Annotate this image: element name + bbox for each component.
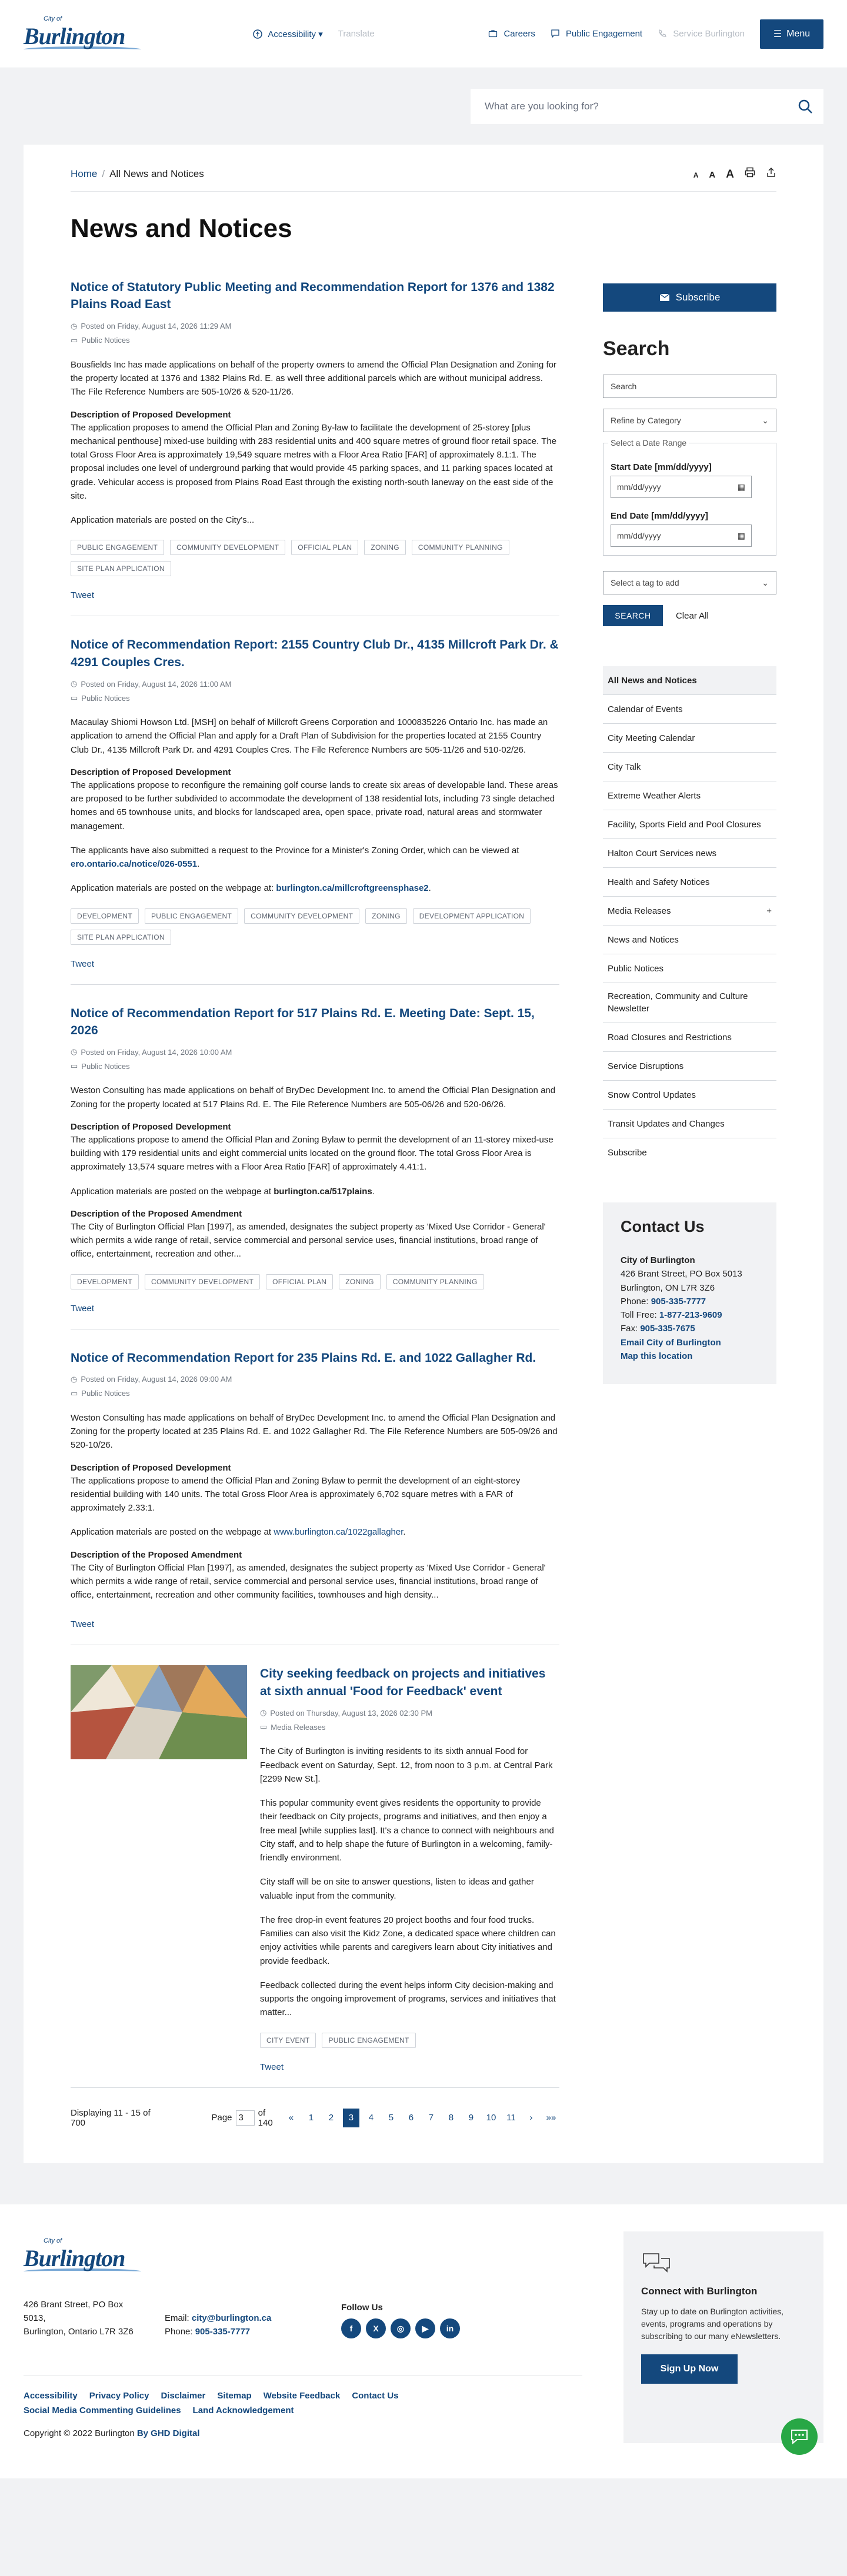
category-item[interactable]: City Talk (603, 753, 776, 781)
tag[interactable]: ZONING (364, 540, 405, 555)
feature-paragraph: Feedback collected during the event helps inform City decision-making and supports the ongoing improvement of programs, services and initiatives that matter... (260, 1980, 556, 2018)
follow-us-heading: Follow Us (341, 2303, 383, 2313)
news-item-outro: Application materials are posted on the City's... (71, 515, 255, 526)
search-button[interactable]: SEARCH (603, 605, 663, 626)
tag-select[interactable] (603, 571, 776, 594)
category-item-media-releases[interactable] (603, 897, 776, 926)
materials-link[interactable]: burlington.ca/millcroftgreensphase2 (276, 883, 429, 894)
feature-paragraph: City staff will be on site to answer questions, listen to ideas and gather valuable input from the community. (260, 1877, 534, 1901)
ghd-digital-link[interactable]: By GHD Digital (136, 2428, 200, 2439)
category-label: Public Notices (81, 1061, 130, 1071)
menu-button[interactable] (760, 19, 823, 49)
page-container (24, 145, 823, 2163)
news-item-outro: Application materials are posted on the webpage at burlington.ca/517plains. (71, 1186, 375, 1197)
site-footer (0, 2204, 847, 2478)
featured-news-item (71, 1665, 559, 2087)
public-engagement-label: Public Engagement (566, 29, 643, 39)
folder-icon: ▭ (71, 335, 78, 345)
amend-text: The City of Burlington Official Plan [1997], as amended, designates the subject property as 'Mixed Use Corridor - General' which permits a wide range of retail, service commercial and personal service uses, financial institutions, broad range of office, entertainment, recreation and other community facilities, townhouses and high density... (71, 1562, 546, 1601)
clock-icon: ◷ (71, 679, 78, 689)
tag-list (71, 540, 559, 576)
page-4[interactable]: 4 (368, 2113, 374, 2123)
page-2[interactable]: 2 (328, 2113, 334, 2123)
category-select[interactable] (603, 409, 776, 432)
folder-icon: ▭ (71, 1061, 78, 1071)
news-item (71, 279, 559, 616)
end-date-label: End Date [mm/dd/yyyy] (610, 511, 708, 521)
feature-photo-collage[interactable] (71, 1665, 247, 1759)
feature-paragraph: The City of Burlington is inviting residents to its sixth annual Food for Feedback event on Saturday, Sept. 12, from noon to 3 p.m. at Central Park [2299 New St.]. (260, 1746, 553, 1784)
footer-link[interactable]: Sitemap (217, 2391, 252, 2401)
search-heading: Search (602, 338, 670, 360)
desc-text: The application proposes to amend the Official Plan and Zoning By-law to facilitate the development of 25-storey [plus mechanical penthouse] mixed-use building with 283 residential units and 400 square metres of ground floor retail space. The total Gross Floor Area is approximately 19,549 square metres with a Floor Area Ratio [FAR] of approximately 8.1:1. The proposal includes one level of underground parking that would provide 45 parking spaces, and 11 parking spaces located at grade. Vehicular access is proposed from Plains Road East through the existing north-south laneway on the east side of the site. (71, 422, 557, 501)
footer-address-1: 426 Brant Street, PO Box 5013, (24, 2299, 124, 2323)
category-item[interactable]: City Meeting Calendar (603, 724, 776, 753)
sidebar (603, 279, 776, 2128)
page-6[interactable]: 6 (408, 2113, 414, 2123)
news-item-category (260, 1722, 559, 1732)
category-item[interactable]: Road Closures and Restrictions (603, 1023, 776, 1052)
footer-logo[interactable] (24, 2237, 147, 2274)
accessibility-label: Accessibility (268, 29, 316, 39)
news-item-posted (71, 1375, 559, 1384)
footer-link[interactable]: Social Media Commenting Guidelines (24, 2405, 181, 2416)
chat-button[interactable] (781, 2418, 818, 2455)
folder-icon: ▭ (260, 1722, 268, 1732)
contact-box (603, 1202, 776, 1384)
header-utility-nav (253, 29, 375, 39)
next-page-button[interactable]: › (529, 2113, 533, 2123)
category-nav (603, 666, 776, 1167)
tag[interactable]: PUBLIC ENGAGEMENT (322, 2033, 415, 2048)
service-burlington-link[interactable] (658, 29, 745, 39)
category-item[interactable]: News and Notices (603, 926, 776, 954)
tweet-link[interactable]: Tweet (71, 1619, 95, 1630)
phone-label: Phone: (620, 1296, 649, 1307)
page-title: News and Notices (71, 214, 292, 243)
outro-text: Application materials are posted on the webpage at (71, 1527, 272, 1538)
tag[interactable]: COMMUNITY DEVELOPMENT (244, 908, 359, 924)
phone-link[interactable]: 905-335-7777 (651, 1296, 706, 1307)
tag[interactable]: DEVELOPMENT APPLICATION (413, 908, 531, 924)
connect-heading: Connect with Burlington (641, 2285, 758, 2297)
content-layout (71, 279, 776, 2128)
footer-address-2: Burlington, Ontario L7R 3Z6 (24, 2327, 134, 2337)
fax-link[interactable]: 905-335-7675 (640, 1324, 695, 1334)
news-item-outro: Application materials are posted on the webpage at: burlington.ca/millcroftgreensphase2. (71, 883, 431, 894)
feature-paragraph: This popular community event gives residents the opportunity to provide their feedback on City projects, programs and initiatives, and then enjoy a free meal [while supplies last]. It's a chance to connect with neighbours and City staff, and to help shape the future of Burlington in a welcoming, family-friendly environment. (260, 1798, 554, 1863)
careers-label: Careers (503, 29, 535, 39)
desc-heading: Description of Proposed Development (71, 1462, 231, 1473)
category-item-all-news[interactable]: All News and Notices (603, 666, 776, 695)
category-label: Media Releases (271, 1722, 326, 1732)
breadcrumb-home[interactable]: Home (71, 168, 98, 179)
posted-date: Posted on Thursday, August 13, 2026 02:30 PM (270, 1708, 432, 1718)
page-7[interactable]: 7 (428, 2113, 434, 2123)
contact-fax (621, 1322, 759, 1335)
desc-text: The applications propose to amend the Official Plan and Zoning Bylaw to permit the development of an 11-storey mixed-use building with 179 residential units and eight commercial units located on the ground floor. The total Gross Floor Area is approximately 13,574 square metres with a Floor Area Ratio [FAR] of approximately 4.41:1. (71, 1134, 553, 1172)
linkedin-icon[interactable]: in (440, 2318, 460, 2338)
desc-heading: Description of Proposed Development (71, 409, 231, 420)
hamburger-icon: ☰ (773, 29, 782, 39)
news-item-outro: Application materials are posted on the webpage at www.burlington.ca/1022gallagher. (71, 1527, 406, 1538)
tag[interactable]: CITY EVENT (260, 2033, 316, 2048)
search-band (0, 68, 847, 145)
feature-body (260, 1665, 559, 2072)
footer-phone-link[interactable]: 905-335-7777 (195, 2327, 251, 2337)
tag[interactable]: COMMUNITY DEVELOPMENT (145, 1274, 260, 1289)
outro-text: Application materials are posted on the webpage at (71, 1186, 272, 1197)
news-item-category (71, 693, 559, 703)
date-range-legend: Select a Date Range (608, 438, 689, 447)
tweet-link[interactable]: Tweet (260, 2062, 284, 2072)
page-5[interactable]: 5 (388, 2113, 394, 2123)
text-size-large[interactable]: A (726, 168, 734, 181)
accessibility-icon (253, 29, 262, 39)
category-item[interactable]: Recreation, Community and Culture Newsletter (603, 983, 776, 1023)
category-item[interactable]: Public Notices (603, 954, 776, 983)
site-logo[interactable] (24, 15, 147, 52)
tag[interactable]: SITE PLAN APPLICATION (71, 561, 171, 576)
amend-heading: Description of the Proposed Amendment (71, 1208, 242, 1219)
envelope-icon (659, 293, 670, 302)
feature-paragraph: The free drop-in event features 20 project booths and four food trucks. Families can also visit the Kidz Zone, a dedicated space where children can enjoy activities while parents and caregivers learn about City initiatives and provide feedback. (260, 1915, 556, 1966)
start-date-label: Start Date [mm/dd/yyyy] (610, 462, 712, 472)
logo-city-of: City of (44, 15, 62, 22)
site-header (0, 0, 847, 68)
footer-link[interactable]: Website Feedback (263, 2391, 341, 2401)
category-select-value: Refine by Category (610, 416, 681, 425)
phone-icon (658, 29, 667, 38)
category-label: Public Notices (81, 693, 130, 703)
page-9[interactable]: 9 (468, 2113, 474, 2123)
footer-link[interactable]: Accessibility (24, 2391, 78, 2401)
footer-contact-row (24, 2298, 606, 2339)
page-10[interactable]: 10 (486, 2113, 496, 2123)
materials-link[interactable]: burlington.ca/517plains (274, 1186, 372, 1197)
results-count: Displaying 11 - 15 of 700 (71, 2107, 151, 2128)
page-3-current[interactable]: 3 (343, 2109, 359, 2127)
contact-heading: Contact Us (620, 1218, 705, 1235)
news-item-category (71, 1389, 559, 1398)
tag-list (71, 1274, 559, 1289)
chevron-down-icon: ⌄ (762, 577, 769, 587)
start-date-input[interactable] (611, 476, 752, 498)
start-date-placeholder: mm/dd/yyyy (616, 482, 661, 492)
category-item[interactable]: Subscribe (607, 1148, 647, 1158)
news-item-category (71, 1061, 559, 1071)
contact-org: City of Burlington (620, 1255, 695, 1265)
contact-phone (621, 1295, 759, 1308)
calendar-icon[interactable]: ▦ (737, 530, 745, 540)
sign-up-button[interactable]: Sign Up Now (641, 2354, 738, 2384)
category-item[interactable]: Transit Updates and Changes (603, 1110, 776, 1138)
footer-top (24, 2237, 823, 2443)
copyright (24, 2428, 582, 2438)
news-item (71, 1349, 559, 1646)
category-item[interactable]: Facility, Sports Field and Pool Closures (603, 810, 776, 839)
subscribe-label: Subscribe (675, 292, 721, 303)
collage-image (71, 1665, 247, 1759)
fax-label: Fax: (620, 1324, 638, 1334)
news-item-intro: Bousfields Inc has made applications on behalf of the property owners to amend the Official Plan Designation and Zoning for the property located at 1376 and 1382 Plains Rd. E. as well three additional parcels which are without municipal address. The File Reference Numbers are 505-10/26 & 520-11/26. (71, 359, 557, 397)
breadcrumb-separator: / (102, 168, 105, 179)
chat-icon (790, 2428, 809, 2445)
news-item-extra: The applicants have also submitted a request to the Province for a Minister's Zoning Order, which can be viewed at ero.ontario.ca/notice/026-0551. (71, 845, 519, 870)
tag[interactable]: ZONING (339, 1274, 380, 1289)
accessibility-menu[interactable]: Accessibility ▾ (253, 29, 323, 39)
footer-phone-label: Phone: (165, 2327, 193, 2337)
materials-link[interactable]: www.burlington.ca/1022gallagher (274, 1527, 404, 1538)
news-item-posted (71, 1047, 559, 1057)
footer-address (24, 2298, 141, 2339)
news-item-title[interactable]: City seeking feedback on projects and initiatives at sixth annual 'Food for Feedback' event (260, 1667, 546, 1698)
search-icon[interactable] (798, 99, 813, 114)
page-8[interactable]: 8 (448, 2113, 454, 2123)
last-page-button[interactable]: »» (546, 2113, 556, 2123)
footer-link[interactable]: Disclaimer (161, 2391, 206, 2401)
news-item-posted (71, 679, 559, 689)
page-label: Page (211, 2113, 232, 2123)
site-search-placeholder: What are you looking for? (485, 101, 599, 112)
clock-icon: ◷ (71, 1047, 78, 1057)
page-1[interactable]: 1 (308, 2113, 314, 2123)
tweet-link[interactable]: Tweet (71, 1303, 95, 1314)
clear-all-button[interactable]: Clear All (675, 610, 709, 621)
clock-icon: ◷ (71, 321, 78, 330)
logo-name: Burlington (24, 2244, 125, 2271)
follow-us (341, 2303, 460, 2338)
desc-heading: Description of Proposed Development (71, 1121, 231, 1132)
news-search-input[interactable] (603, 375, 776, 398)
footer-links (24, 2375, 582, 2438)
news-item (71, 636, 559, 984)
breadcrumb (71, 168, 204, 180)
news-item-category (71, 336, 559, 345)
tag[interactable]: PUBLIC ENGAGEMENT (71, 540, 164, 555)
category-item[interactable]: Service Disruptions (603, 1052, 776, 1081)
footer-email-label: Email: (165, 2313, 189, 2323)
breadcrumb-current: All News and Notices (109, 168, 204, 179)
tag[interactable]: OFFICIAL PLAN (291, 540, 358, 555)
ero-link[interactable]: ero.ontario.ca/notice/026-0551 (71, 859, 198, 870)
news-item-posted (71, 322, 559, 331)
tweet-link[interactable]: Tweet (71, 958, 95, 969)
footer-email-phone (165, 2311, 318, 2339)
page-11[interactable]: 11 (506, 2113, 516, 2123)
tag[interactable]: COMMUNITY DEVELOPMENT (170, 540, 285, 555)
news-item-intro: Weston Consulting has made applications on behalf of BryDec Development Inc. to amend the Official Plan Designation and Zoning for the property located at 517 Plains Rd. E. The File Reference Numbers are 505-06/26 and 520-06/26. (71, 1085, 556, 1110)
speech-bubbles-icon (641, 2251, 672, 2275)
contact-address-2: Burlington, ON L7R 3Z6 (620, 1282, 715, 1293)
footer-email-link[interactable]: city@burlington.ca (191, 2313, 272, 2323)
page-total: of 140 (258, 2107, 273, 2128)
outro-text: Application materials are posted on the webpage at: (71, 883, 274, 894)
footer-link[interactable]: Land Acknowledgement (192, 2405, 294, 2416)
tag[interactable]: SITE PLAN APPLICATION (71, 930, 171, 945)
careers-link[interactable] (488, 29, 535, 39)
contact-tollfree (621, 1308, 759, 1322)
share-icon[interactable] (766, 167, 776, 178)
map-location-link[interactable]: Map this location (620, 1351, 693, 1361)
news-item-intro: Macaulay Shiomi Howson Ltd. [MSH] on behalf of Millcroft Greens Corporation and 1000835226 Ontario Inc. has made an application to amend the Official Plan and apply for a Draft Plan of Subdivision for the properties located at 2155 Country Club Dr., 4135 Millcroft Park Dr. and 4291 Couples Cres. The File Reference Numbers are 505-11/26 and 510-02/26. (71, 717, 548, 755)
folder-icon: ▭ (71, 1388, 78, 1398)
category-item[interactable]: Halton Court Services news (603, 839, 776, 868)
tag[interactable]: PUBLIC ENGAGEMENT (145, 908, 238, 924)
desc-text: The applications propose to amend the Official Plan and Zoning Bylaw to permit the development of an eight-storey residential building with 140 units. The total Gross Floor Area is approximately 6,702 square metres with a FAR of approximately 2.33:1. (71, 1475, 521, 1513)
logo-name: Burlington (24, 23, 125, 49)
posted-date: Posted on Friday, August 14, 2026 11:00 AM (81, 679, 232, 689)
folder-icon: ▭ (71, 693, 78, 703)
desc-heading: Description of Proposed Development (71, 767, 231, 777)
end-date-input[interactable] (611, 524, 752, 547)
public-engagement-link[interactable] (551, 29, 642, 39)
news-item (71, 1005, 559, 1329)
tag-select-value: Select a tag to add (610, 578, 679, 587)
news-search-placeholder: Search (610, 382, 637, 391)
tag[interactable]: ZONING (365, 908, 406, 924)
search-actions (603, 605, 776, 626)
news-item-intro: Weston Consulting has made applications on behalf of BryDec Development Inc. to amend the Official Plan Designation and Zoning for the property located at 235 Plains Rd. E. and 1022 Gallagher Rd. The File Reference Numbers are 505-09/26 and 520-10/26. (71, 1412, 558, 1451)
x-twitter-icon[interactable]: X (366, 2318, 386, 2338)
calendar-icon[interactable]: ▦ (737, 482, 745, 492)
news-item-title[interactable]: Notice of Recommendation Report: 2155 Country Club Dr., 4135 Millcroft Park Dr. & 4291 Couples Cres. (71, 638, 559, 669)
text-size-small[interactable]: A (693, 171, 699, 179)
tag[interactable]: DEVELOPMENT (71, 1274, 139, 1289)
tag[interactable]: DEVELOPMENT (71, 908, 139, 924)
desc-text: The applications propose to reconfigure the remaining golf course lands to create six areas of developable land. These areas are proposed to be further subdivided to accommodate the development of 138 residential lots, including 73 single detached homes and 65 townhouse units, and blocks for landscaped area, open space, private road, natural areas and stormwater management. (71, 780, 558, 831)
clock-icon: ◷ (71, 1374, 78, 1384)
posted-date: Posted on Friday, August 14, 2026 09:00 AM (81, 1375, 232, 1384)
instagram-icon[interactable]: ◎ (391, 2318, 411, 2338)
category-label: Public Notices (81, 336, 130, 345)
pagination (71, 2108, 559, 2128)
logo-city-of: City of (44, 2237, 62, 2244)
tag[interactable]: OFFICIAL PLAN (266, 1274, 333, 1289)
header-right-nav (488, 19, 823, 49)
chat-icon (551, 29, 560, 38)
contact-address-1: 426 Brant Street, PO Box 5013 (620, 1269, 742, 1279)
subscribe-button[interactable] (603, 283, 776, 312)
extra-text: The applicants have also submitted a request to the Province for a Minister's Zoning Order, which can be viewed at (71, 845, 519, 856)
service-burlington-label: Service Burlington (673, 29, 745, 39)
footer-left (24, 2237, 606, 2443)
amend-heading: Description of the Proposed Amendment (71, 1549, 242, 1560)
translate-link[interactable]: Translate (338, 29, 375, 39)
page-tools (693, 167, 776, 181)
tag[interactable]: COMMUNITY PLANNING (412, 540, 509, 555)
social-links (341, 2318, 460, 2338)
text-size-medium[interactable]: A (709, 169, 716, 180)
category-item-label: Media Releases (607, 906, 671, 916)
category-item[interactable]: Snow Control Updates (603, 1081, 776, 1110)
copyright-text: Copyright © 2022 Burlington (24, 2428, 135, 2439)
posted-date: Posted on Friday, August 14, 2026 11:29 AM (81, 322, 232, 331)
tollfree-link[interactable]: 1-877-213-9609 (659, 1310, 722, 1320)
menu-label: Menu (786, 28, 811, 39)
category-item[interactable]: Extreme Weather Alerts (603, 781, 776, 810)
youtube-icon[interactable]: ▶ (415, 2318, 435, 2338)
email-city-link[interactable]: Email City of Burlington (620, 1337, 721, 1348)
tollfree-label: Toll Free: (620, 1310, 657, 1320)
news-item-title[interactable]: Notice of Recommendation Report for 235 Plains Rd. E. and 1022 Gallagher Rd. (71, 1351, 536, 1365)
end-date-placeholder: mm/dd/yyyy (616, 531, 661, 540)
chevron-down-icon: ⌄ (762, 415, 769, 425)
news-item-posted (260, 1708, 559, 1718)
breadcrumb-row (71, 145, 776, 192)
category-label: Public Notices (81, 1389, 130, 1398)
footer-link[interactable]: Privacy Policy (89, 2391, 149, 2401)
connect-text: Stay up to date on Burlington activities, events, programs and operations by subscribing to our many eNewsletters. (641, 2306, 784, 2341)
site-search-input[interactable] (471, 89, 823, 124)
tag-list (71, 908, 559, 945)
news-item-title[interactable]: Notice of Recommendation Report for 517 Plains Rd. E. Meeting Date: Sept. 15, 2026 (71, 1006, 535, 1037)
category-item[interactable]: Health and Safety Notices (603, 868, 776, 897)
category-item[interactable]: Calendar of Events (603, 695, 776, 724)
amend-text: The City of Burlington Official Plan [1997], as amended, designates the subject property as 'Mixed Use Corridor - General' which permits a wide range of retail, service commercial and personal service uses, financial institutions, broad range of office, entertainment, recreation and other... (71, 1221, 546, 1259)
news-item-title[interactable]: Notice of Statutory Public Meeting and Recommendation Report for 1376 and 1382 Plains Road East (71, 280, 555, 312)
plus-icon[interactable]: + (766, 906, 772, 916)
tweet-link[interactable]: Tweet (71, 590, 95, 601)
print-icon[interactable] (745, 167, 755, 178)
facebook-icon[interactable]: f (341, 2318, 361, 2338)
connect-box (623, 2231, 823, 2443)
footer-link[interactable]: Contact Us (352, 2391, 399, 2401)
clock-icon: ◷ (260, 1708, 267, 1718)
tag[interactable]: COMMUNITY PLANNING (386, 1274, 484, 1289)
tag-list (260, 2033, 559, 2048)
page-number-input[interactable]: 3 (236, 2110, 255, 2126)
briefcase-icon (488, 29, 498, 38)
date-range-fieldset (603, 438, 776, 556)
news-list (71, 279, 559, 2128)
first-page-button[interactable]: « (288, 2113, 294, 2123)
posted-date: Posted on Friday, August 14, 2026 10:00 AM (81, 1047, 232, 1057)
